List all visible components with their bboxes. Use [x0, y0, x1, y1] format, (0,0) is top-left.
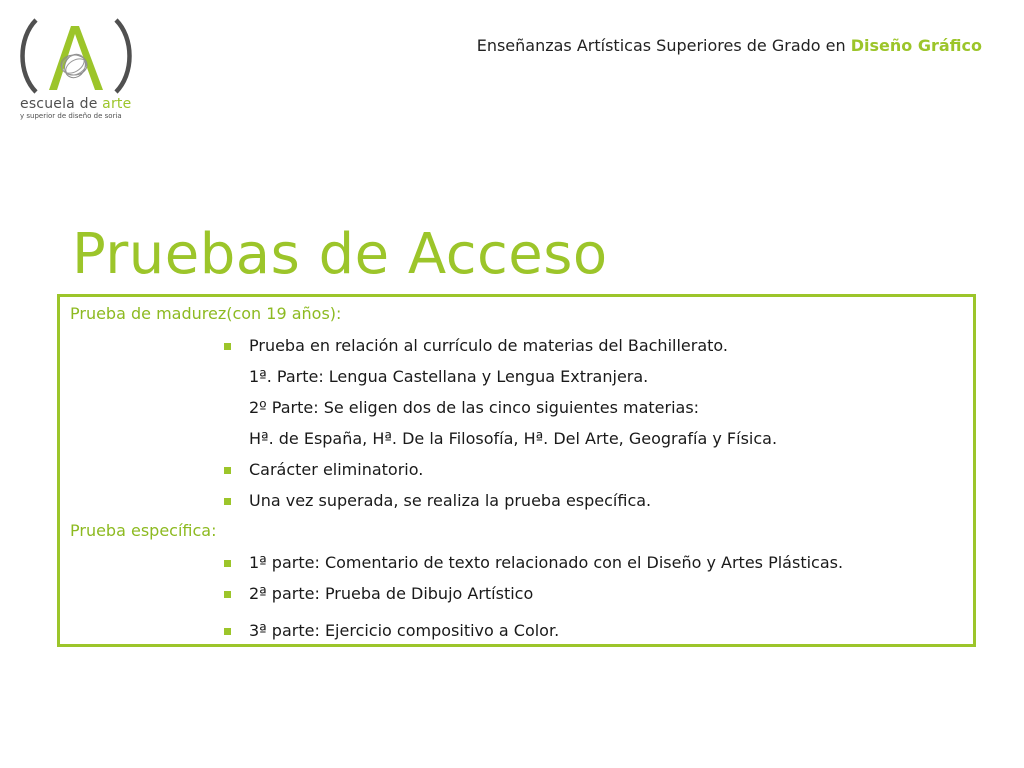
slide-title: Pruebas de Acceso — [72, 222, 608, 287]
list-item-text: Una vez superada, se realiza la prueba específica. — [249, 491, 652, 510]
square-bullet-icon — [224, 467, 231, 474]
list-item-text: 1ª parte: Comentario de texto relacionado con el Diseño y Artes Plásticas. — [249, 553, 844, 572]
square-bullet-icon — [224, 560, 231, 567]
logo-a-in-parentheses-icon — [16, 16, 141, 96]
square-bullet-icon — [224, 343, 231, 350]
list-item-text: Prueba en relación al currículo de materias del Bachillerato. — [249, 336, 728, 355]
maturity-test-heading: Prueba de madurez(con 19 años): — [70, 304, 342, 323]
sub-line: 2º Parte: Se eligen dos de las cinco siguientes materias: — [249, 398, 700, 417]
degree-header-accent: Diseño Gráfico — [850, 36, 982, 55]
list-item-text: 3ª parte: Ejercicio compositivo a Color. — [249, 621, 560, 640]
list-item-text: 2ª parte: Prueba de Dibujo Artístico — [249, 584, 534, 603]
content-box — [57, 294, 976, 647]
specific-test-heading: Prueba específica: — [70, 521, 217, 540]
logo-subtitle: y superior de diseño de soria — [20, 112, 122, 120]
degree-header-prefix: Enseñanzas Artísticas Superiores de Grado en — [476, 36, 846, 55]
logo-school-name: escuela de arte — [20, 96, 132, 112]
school-logo — [16, 16, 141, 126]
sub-line: 1ª. Parte: Lengua Castellana y Lengua Extranjera. — [249, 367, 649, 386]
square-bullet-icon — [224, 498, 231, 505]
degree-header — [477, 36, 982, 55]
square-bullet-icon — [224, 591, 231, 598]
list-item-text: Carácter eliminatorio. — [249, 460, 424, 479]
square-bullet-icon — [224, 628, 231, 635]
sub-line: Hª. de España, Hª. De la Filosofía, Hª. Del Arte, Geografía y Física. — [249, 429, 778, 448]
